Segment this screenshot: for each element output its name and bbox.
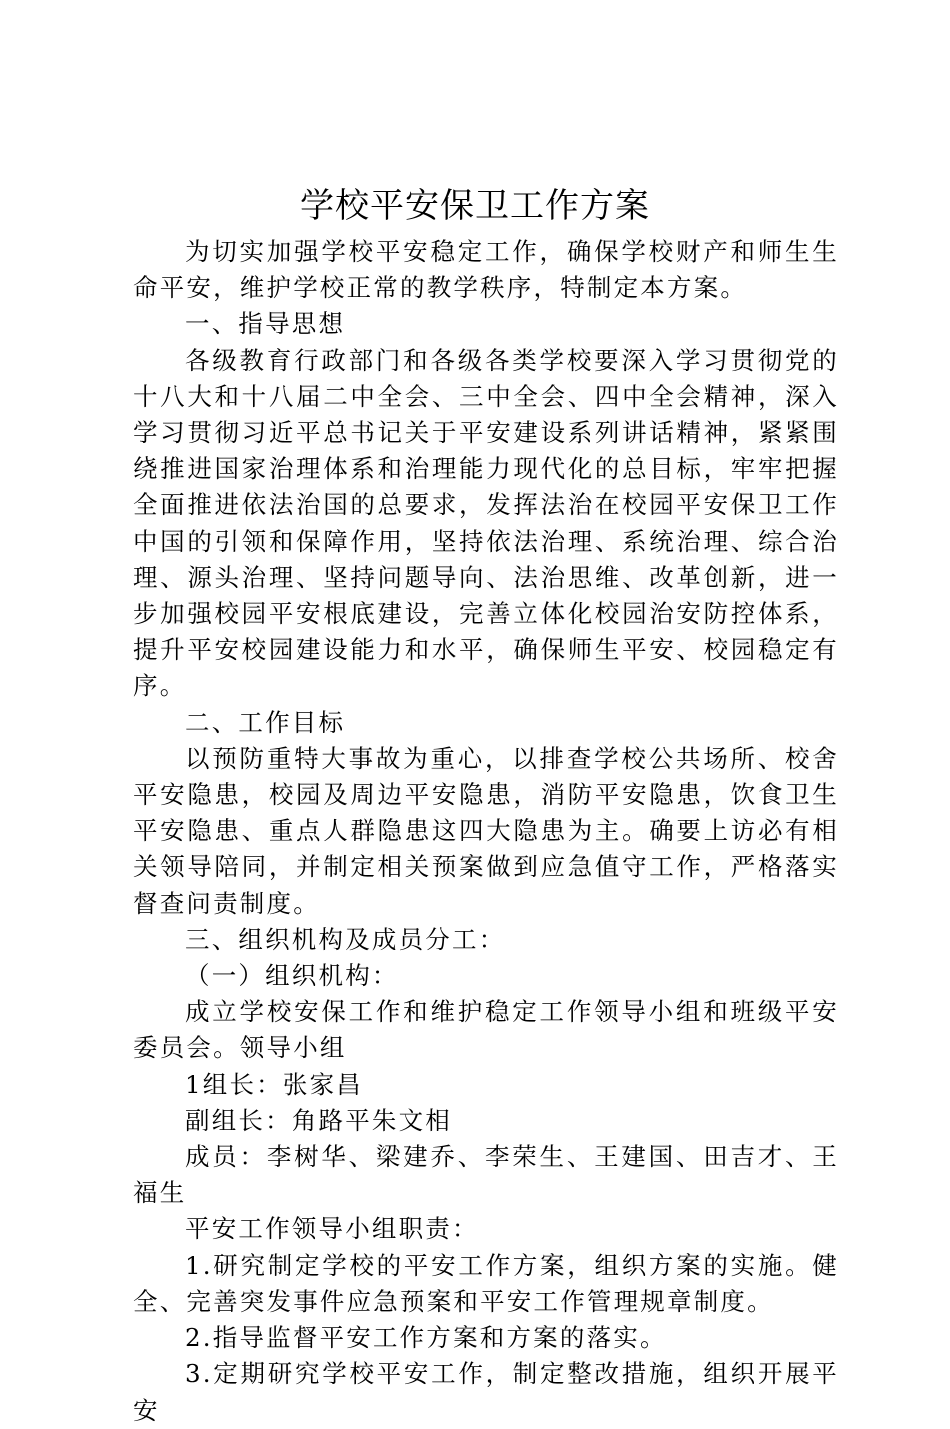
line-group-leader: 1组长：张家昌 [185,1069,363,1099]
duty-item-3: 3.定期研究学校平安工作，制定整改措施，组织开展平安 [133,1359,839,1425]
duty-item-1: 1.研究制定学校的平安工作方案，组织方案的实施。健全、完善突发事件应急预案和平安工作管理规章制度。 [133,1250,839,1316]
heading-work-goals: 二、工作目标 [185,707,346,737]
line-members: 成员：李树华、梁建乔、李荣生、王建国、田吉才、王福生 [133,1142,839,1208]
heading-duties: 平安工作领导小组职责： [185,1214,479,1244]
duty-item-2: 2.指导监督平安工作方案和方案的落实。 [185,1323,667,1353]
heading-organization: 三、组织机构及成员分工： [185,924,506,954]
subheading-organization: （一）组织机构： [185,961,399,991]
document-title: 学校平安保卫工作方案 [300,186,650,226]
paragraph-intro: 为切实加强学校平安稳定工作，确保学校财产和师生生命平安，维护学校正常的教学秩序，特制定本方案。 [133,237,839,303]
paragraph-organization: 成立学校安保工作和维护稳定工作领导小组和班级平安委员会。领导小组 [133,997,839,1063]
heading-guiding-ideology: 一、指导思想 [185,309,346,339]
document-body [133,234,839,1429]
line-deputy-leader: 副组长：角路平朱文相 [185,1105,452,1135]
paragraph-guiding-ideology: 各级教育行政部门和各级各类学校要深入学习贯彻党的十八大和十八届二中全会、三中全会、四中全会精神，深入学习贯彻习近平总书记关于平安建设系列讲话精神，紧紧围绕推进国家治理体系和治理能力现代化的总目标，牢牢把握全面推进依法治国的总要求，发挥法治在校园平安保卫工作中国的引领和保障作用，坚持依法治理、系统治理、综合治理、源头治理、坚持问题导向、法治思维、改革创新，进一步加强校园平安根底建设，完善立体化校园治安防控体系，提升平安校园建设能力和水平，确保师生平安、校园稳定有序。 [133,345,839,701]
paragraph-work-goals: 以预防重特大事故为重心，以排查学校公共场所、校舍平安隐患，校园及周边平安隐患，消防平安隐患，饮食卫生平安隐患、重点人群隐患这四大隐患为主。确要上访必有相关领导陪同，并制定相关预案做到应急值守工作，严格落实督查问责制度。 [133,743,839,918]
